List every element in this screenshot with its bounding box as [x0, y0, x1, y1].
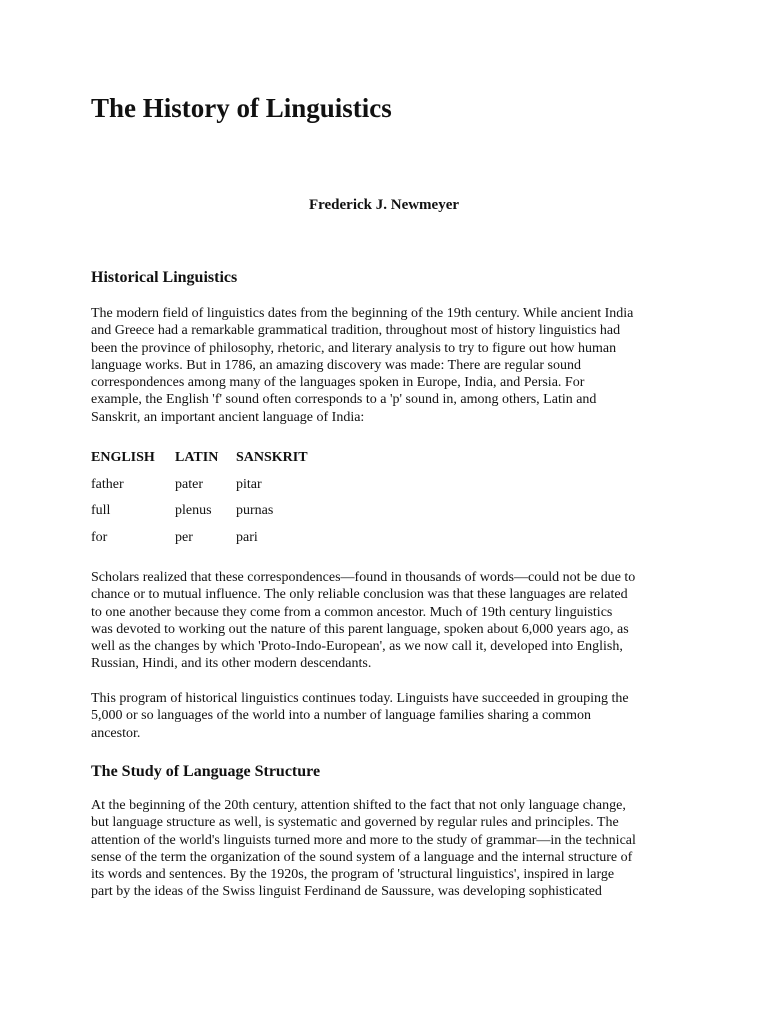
text-line: and Greece had a remarkable grammatical tradition, throughout most of history linguistics had [91, 323, 621, 339]
text-line: ancestor. [91, 725, 141, 741]
text-line: its words and sentences. By the 1920s, the program of 'structural linguistics', inspired in large [91, 867, 615, 883]
text-line: attention of the world's linguists turned more and more to the study of grammar—in the technical [91, 832, 636, 848]
text-line: was devoted to working out the nature of this parent language, spoken about 6,000 years ago, as [91, 621, 629, 637]
table-row [91, 529, 336, 556]
text-line: been the province of philosophy, rhetoric, and literary analysis to try to figure out how human [91, 340, 617, 356]
text-line: Russian, Hindi, and its other modern descendants. [91, 656, 372, 672]
column-header-english: ENGLISH [91, 450, 155, 465]
text-line: example, the English 'f' sound often corresponds to a 'p' sound in, among others, Latin and [91, 392, 597, 408]
table-row [91, 476, 336, 503]
text-line: part by the ideas of the Swiss linguist Ferdinand de Saussure, was developing sophisticated [91, 884, 602, 900]
table-header-row [91, 449, 336, 476]
text-line: This program of historical linguistics continues today. Linguists have succeeded in grouping the [91, 691, 629, 706]
text-line: correspondences among many of the languages spoken in Europe, India, and Persia. For [91, 375, 585, 391]
table-cell: pitar [236, 476, 262, 492]
table-cell: pater [175, 476, 203, 492]
document-title: The History of Linguistics [91, 93, 392, 123]
column-header-sanskrit: SANSKRIT [236, 450, 308, 465]
text-line: Sanskrit, an important ancient language of India: [91, 409, 365, 425]
paragraph-scholars-realized [91, 569, 681, 673]
table-cell: purnas [236, 503, 274, 519]
section-heading-historical-linguistics: Historical Linguistics [91, 269, 238, 286]
author-name: Frederick J. Newmeyer [308, 197, 460, 213]
paragraph-program-continues [91, 690, 681, 742]
text-line: chance or to mutual influence. The only reliable conclusion was that these languages are related [91, 587, 628, 603]
text-line: Scholars realized that these correspondences—found in thousands of words—could not be due to [91, 570, 636, 585]
text-line: to one another because they come from a common ancestor. Much of 19th century linguistics [91, 604, 613, 620]
text-line: 5,000 or so languages of the world into a number of language families sharing a common [91, 708, 591, 724]
table-cell: plenus [175, 503, 212, 519]
text-line: At the beginning of the 20th century, attention shifted to the fact that not only language change, [91, 798, 626, 813]
paragraph-historical-intro [91, 305, 681, 426]
section-heading-language-structure: The Study of Language Structure [91, 763, 321, 780]
text-line: but language structure as well, is systematic and governed by regular rules and principles. The [91, 815, 619, 831]
table-cell: father [91, 476, 124, 492]
word-correspondence-table [91, 449, 336, 556]
table-row [91, 502, 336, 529]
table-cell: pari [236, 530, 258, 546]
paragraph-structure-intro [91, 797, 681, 901]
text-line: language works. But in 1786, an amazing discovery was made: There are regular sound [91, 357, 581, 373]
table-cell: per [175, 530, 193, 546]
text-line: well as the changes by which 'Proto-Indo-European', as we now call it, developed into English, [91, 639, 623, 655]
text-line: The modern field of linguistics dates from the beginning of the 19th century. While ancient India [91, 306, 634, 321]
text-line: sense of the term the organization of the sound system of a language and the internal structure of [91, 849, 633, 865]
table-cell: for [91, 530, 108, 546]
column-header-latin: LATIN [175, 450, 219, 465]
table-cell: full [91, 503, 111, 519]
